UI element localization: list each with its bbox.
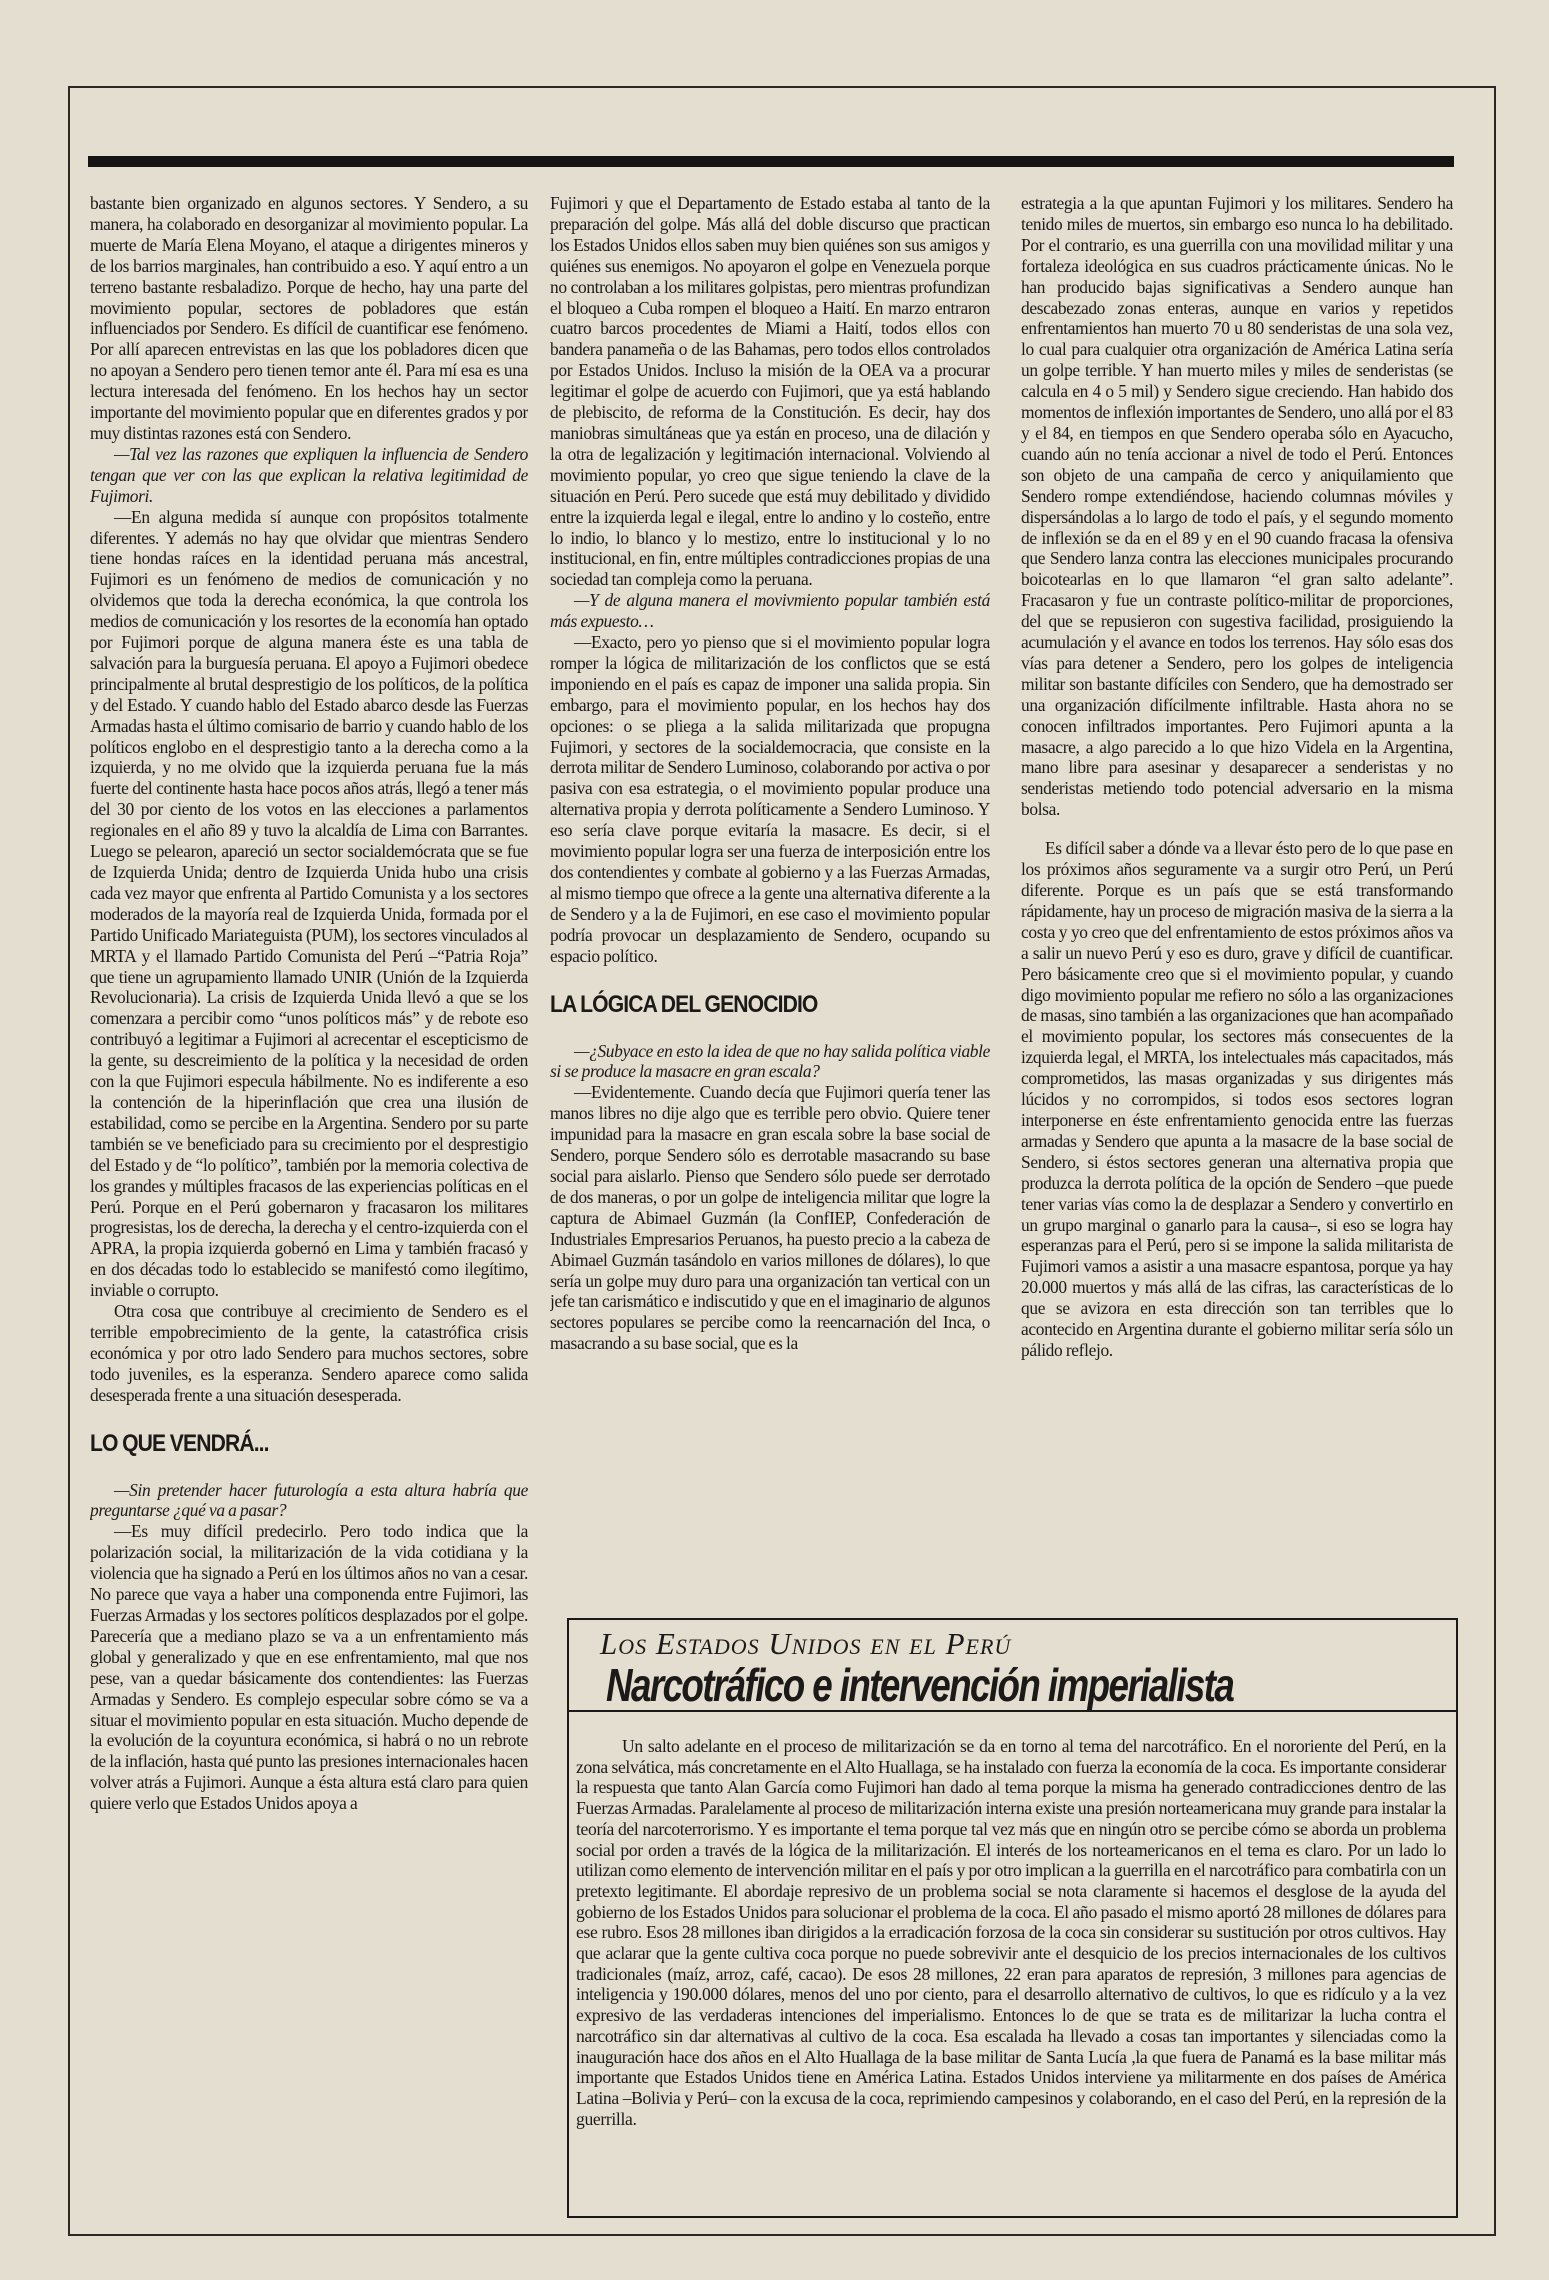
section-heading: LO QUE VENDRÁ... bbox=[90, 1429, 269, 1457]
sidebar-headline: Narcotráfico e intervención imperialista bbox=[606, 1659, 1234, 1711]
section-heading: LA LÓGICA DEL GENOCIDIO bbox=[550, 990, 818, 1018]
header-rule bbox=[88, 156, 1454, 167]
sidebar-kicker: Los Estados Unidos en el Perú bbox=[600, 1626, 1012, 1661]
interview-answer: —Es muy difícil predecirlo. Pero todo indica que la polarización social, la militarización de la vida cotidiana y la violencia que ha signado a Perú en los últimos años no van a cesar. No parece que vaya a haber una componenda entre Fujimori, las Fuerzas Armadas y los sectores políticos desplazados por el golpe. Parecería que a mediano plazo se va a un enfrentamiento más global y generalizado y que en ese enfrentamiento, mal que nos pese, van a quedar básicamente dos contendientes: las Fuerzas Armadas y Sendero. Es complejo especular sobre cómo se va a situar el movimiento popular en esta situación. Mucho depende de la evolución de la coyuntura económica, si habrá o no un rebrote de la inflación, hasta qué punto las presiones internacionales hacen volver atrás a Fujimori. Aunque a ésta altura está claro para quien quiere verlo que Estados Unidos apoya a bbox=[90, 1521, 528, 1814]
interview-question: —Y de alguna manera el movivmiento popular también está más expuesto… bbox=[550, 590, 990, 632]
article-column-3 bbox=[1021, 193, 1453, 1596]
article-column-2 bbox=[550, 193, 990, 1603]
sidebar-body: Un salto adelante en el proceso de militarización se da en torno al tema del narcotráfico. En el nororiente del Perú, en la zona selvática, más concretamente en el Alto Huallaga, se ha instalado con fuerza la economía de la coca. Es importante considerar la respuesta que tanto Alan García como Fujimori han dado al tema porque la misma ha generado contradicciones dentro de las Fuerzas Armadas. Paralelamente al proceso de militarización interna existe una presión norteamericana muy grande para instalar la teoría del narcoterrorismo. Y es importante el tema porque tal vez más que en ningún otro se percibe cómo se aborda un problema social por orden a través de la lógica de la militarización. El interés de los norteamericanos en el tema es claro. Por un lado lo utilizan como elemento de intervención militar en el país y por otro implican a la guerrilla en el narcotráfico para combatirla con un pretexto legitimante. El abordaje represivo de un problema social se nota claramente si hacemos el desglose de la ayuda del gobierno de los Estados Unidos para solucionar el problema de la coca. El año pasado el mismo aportó 28 millones de dólares para ese rubro. Esos 28 millones iban dirigidos a la erradicación forzosa de la coca sin considerar su sustitución por otros cultivos. Hay que aclarar que la gente cultiva coca porque no puede sobrevivir ante el desquicio de los precios internacionales de los cultivos tradicionales (maíz, arroz, café, cacao). De esos 28 millones, 22 eran para aparatos de represión, 3 millones para agencias de inteligencia y 190.000 dólares, menos del uno por ciento, para el desarrollo alternativo de cultivos, lo que es ridículo y a la vez expresivo de las verdaderas intenciones del imperialismo. Entonces lo de que se trata es de militarizar la lucha contra el narcotráfico sin dar alternativas al cultivo de la coca. Esa escalada ha llevado a cosas tan importantes y silenciadas como la inauguración hace dos años en el Alto Huallaga de la base militar de Santa Lucía ,la que fuera de Panamá es la base militar más importante que Estados Unidos tiene en América Latina. Estados Unidos interviene ya militarmente en dos países de América Latina –Bolivia y Perú– con la excusa de la coca, reprimiendo campesinos y colaborando, en el caso del Perú, en la represión de la guerrilla. bbox=[576, 1736, 1446, 2129]
paragraph: Otra cosa que contribuye al crecimiento de Sendero es el terrible empobrecimiento de la gente, la catastrófica crisis económica y por otro lado Sendero para muchos sectores, sobre todo juveniles, es la esperanza. Sendero aparece como salida desesperada frente a una situación desesperada. bbox=[90, 1301, 528, 1405]
interview-question: —Tal vez las razones que expliquen la influencia de Sendero tengan que ver con las que explican la relativa legitimidad de Fujimori. bbox=[90, 443, 528, 506]
article-column-1 bbox=[90, 193, 528, 2188]
paragraph: Es difícil saber a dónde va a llevar ésto pero de lo que pase en los próximos años seguramente va a surgir otro Perú, un Perú diferente. Porque es un país que se está transformando rápidamente, hay un proceso de migración masiva de la sierra a la costa y yo creo que del enfrentamiento de estos próximos años va a salir un nuevo Perú y eso es duro, grave y difícil de cuantificar. Pero básicamente creo que si el movimiento popular, y cuando digo movimiento popular me refiero no sólo a las organizaciones de masas, sino también a las organizaciones que han acompañado el movimiento popular, los sectores más consecuentes de la izquierda legal, el MRTA, los intelectuales más capacitados, más comprometidos, las masas organizadas y sus dirigentes más lúcidos y no corrompidos, si todos esos sectores logran interponerse en éste enfrentamiento genocida entre las fuerzas armadas y Sendero que apunta a la masacre de la base social de Sendero, si éstos sectores generan una alternativa propia que produzca la derrota política de la opción de Sendero –que puede tener varias vías como la de desplazar a Sendero y convertirlo en un grupo marginal o ganarlo para la causa–, si eso se logra hay esperanzas para el Perú, pero si se impone la salida militarista de Fujimori vamos a asistir a una masacre espantosa, porque ya hay 20.000 muertos y más allá de las cifras, las características de lo que se avizora en esta dirección son tan terribles que lo acontecido en Argentina durante el gobierno militar sería sólo un pálido reflejo. bbox=[1021, 838, 1453, 1360]
paragraph: Fujimori y que el Departamento de Estado estaba al tanto de la preparación del golpe. Más allá del doble discurso que practican los Estados Unidos ellos saben muy bien quiénes son sus amigos y quiénes sus enemigos. No apoyaron el golpe en Venezuela porque no controlaban a los militares golpistas, pero mientras profundizan el bloqueo a Cuba rompen el bloqueo a Haití. En marzo entraron cuatro barcos procedentes de Miami a Haití, todos ellos con bandera panameña o de las Bahamas, pero todos ellos controlados por Estados Unidos. Incluso la misión de la OEA va a procurar legitimar el golpe de acuerdo con Fujimori, que ya está hablando de plebiscito, de reforma de la Constitución. Es decir, hay dos maniobras simultáneas que ya están en proceso, una de dilación y la otra de legalización y legitimación internacional. Volviendo al movimiento popular, yo creo que sigue teniendo la clave de la situación en Perú. Pero sucede que está muy debilitado y dividido entre la izquierda legal e ilegal, entre lo andino y lo costeño, entre lo indio, lo blanco y lo mestizo, entre lo institucional y lo no institucional, en fin, entre múltiples contradicciones propias de una sociedad tan compleja como la peruana. bbox=[550, 193, 990, 590]
interview-answer: —Exacto, pero yo pienso que si el movimiento popular logra romper la lógica de militarización de los conflictos que se está imponiendo en el país es capaz de imponer una salida propia. Sin embargo, para el movimiento popular, en los hechos hay dos opciones: o se pliega a la salida militarizada que propugna Fujimori, y sectores de la socialdemocracia, que consiste en la derrota militar de Sendero Luminoso, colaborando por activa o por pasiva con esa estrategia, o el movimiento popular produce una alternativa propia y derrota políticamente a Sendero Luminoso. Y eso sería clave porque evitaría la masacre. Es decir, si el movimiento popular logra ser una fuerza de interposición entre los dos contendientes y combate al gobierno y a las Fuerzas Armadas, al mismo tiempo que ofrece a la gente una alternativa diferente a la de Sendero y a la de Fujimori, en ese caso el movimiento popular podría provocar un desplazamiento de Sendero, ocupando su espacio político. bbox=[550, 632, 990, 966]
interview-question: —Sin pretender hacer futurología a esta altura habría que preguntarse ¿qué va a pasar? bbox=[90, 1479, 528, 1521]
interview-answer: —En alguna medida sí aunque con propósitos totalmente diferentes. Y además no hay que olvidar que mientras Sendero tiene hondas raíces en la identidad peruana más ancestral, Fujimori es un fenómeno de medios de comunicación y no olvidemos que toda la derecha económica, la que controla los medios de comunicación y los resortes de la economía han optado por Fujimori porque de alguna manera éste es una tabla de salvación para la burguesía peruana. El apoyo a Fujimori obedece principalmente al brutal desprestigio de los políticos, de la política y del Estado. Y cuando hablo del Estado abarco desde las Fuerzas Armadas hasta el último comisario de barrio y cuando hablo de los políticos englobo en el desprestigio tanto a la derecha como a la izquierda, y no me olvido que la izquierda peruana fue la más fuerte del continente hasta hace pocos años atrás, llegó a tener más del 30 por ciento de los votos en las elecciones a parlamentos regionales en el año 89 y tuvo la alcaldía de Lima con Barrantes. Luego se pelearon, apareció un sector socialdemócrata que se fue de Izquierda Unida; dentro de Izquierda Unida hubo una crisis cada vez mayor que enfrenta al Partido Comunista y a los sectores moderados de la mayoría real de Izquierda Unida, formada por el Partido Unificado Mariateguista (PUM), los sectores vinculados al MRTA y el llamado Partido Comunista del Perú –“Patria Roja” que tiene un agrupamiento llamado UNIR (Unión de la Izquierda Revolucionaria). La crisis de Izquierda Unida llevó a que se los comenzara a percibir como “unos políticos más” y de rebote eso contribuyó a legitimar a Fujimori al acrecentar el escepticismo de la gente, su descreimiento de la política y la necesidad de orden con la que Fujimori especula hábilmente. No es indiferente a eso la contención de la hiperinflación que crea una ilusión de estabilidad, como se percibe en la Argentina. Sendero por su parte también se ve beneficiado para su crecimiento por el desprestigio del Estado y de “lo político”, también por la memoria colectiva de los grandes y múltiples fracasos de las experiencias políticas en el Perú. Porque en el Perú gobernaron y fracasaron los militares progresistas, los de derecha, la derecha y el centro-izquierda con el APRA, la propia izquierda gobernó en Lima y también fracasó y en dos décadas todo lo establecido se manifestó como ilegítimo, inviable o corrupto. bbox=[90, 506, 528, 1301]
paragraph: bastante bien organizado en algunos sectores. Y Sendero, a su manera, ha colaborado en desorganizar al movimiento popular. La muerte de María Elena Moyano, el ataque a dirigentes mineros y de los barrios marginales, han contribuido a eso. Y aquí entro a un terreno bastante resbaladizo. Porque de hecho, hay una parte del movimiento popular, sectores de pobladores que están influenciados por Sendero. Es difícil de cuantificar ese fenómeno. Por allí aparecen entrevistas en las que los pobladores dicen que no apoyan a Sendero pero tienen temor ante él. Para mí esa es una lectura interesada del fenómeno. En los hechos hay un sector importante del movimiento popular que en diferentes grados y por muy distintas razones está con Sendero. bbox=[90, 193, 528, 443]
interview-question: —¿Subyace en esto la idea de que no hay salida política viable si se produce la masacre en gran escala? bbox=[550, 1040, 990, 1082]
paragraph: estrategia a la que apuntan Fujimori y los militares. Sendero ha tenido miles de muertos, sin embargo eso nunca lo ha debilitado. Por el contrario, es una guerrilla con una movilidad militar y una fortaleza ideológica en sus cuadros prácticamente únicas. No le han producido bajas significativas a Sendero aunque han descabezado zonas enteras, aunque en varios y repetidos enfrentamientos han muerto 70 u 80 senderistas de una sola vez, lo cual para cualquier otra organización de América Latina sería un golpe terrible. Y han muerto miles y miles de senderistas (se calcula en 4 o 5 mil) y Sendero sigue creciendo. Han habido dos momentos de inflexión importantes de Sendero, uno allá por el 83 y el 84, en tiempos en que Sendero operaba sólo en Ayacucho, cuando aún no tenía accionar a nivel de todo el Perú. Entonces son objeto de una campaña de cerco y aniquilamiento que Sendero rompe extendiéndose, haciendo columnas móviles y dispersándolas a lo largo de todo el país, y el segundo momento de inflexión se da en el 89 y en el 90 cuando fracasa la ofensiva que Sendero lanza contra las elecciones municipales procurando boicotearlas en lo que llamaron “el gran salto adelante”. Fracasaron y fue un contraste político-militar de proporciones, del que se repusieron con sugestiva facilidad, prosiguiendo la acumulación y el avance en todos los terrenos. Hay sólo esas dos vías para detener a Sendero, pero los golpes de inteligencia militar son bastante difíciles con Sendero, que ha demostrado ser una organización difícilmente infiltrable. Hasta ahora no se conocen infiltrados importantes. Pero Fujimori apunta a la masacre, a algo parecido a lo que hizo Videla en la Argentina, mano libre para asesinar y desaparecer a senderistas y no senderistas metiendo todo potencial adversario en la misma bolsa. bbox=[1021, 193, 1453, 820]
interview-answer: —Evidentemente. Cuando decía que Fujimori quería tener las manos libres no dije algo que es terrible pero obvio. Quiere tener impunidad para la masacre en gran escala sobre la base social de Sendero, porque Sendero sólo es derrotable masacrando su base social para aislarlo. Pienso que Sendero sólo puede ser derrotado de dos maneras, o por un golpe de inteligencia militar que logre la captura de Abimael Guzmán (la ConfIEP, Confederación de Industriales Empresarios Peruanos, ha puesto precio a la cabeza de Abimael Guzmán tasándolo en varios millones de dólares), lo que sería un golpe muy duro para una organización tan vertical con un jefe tan carismático e indiscutido y que en el imaginario de algunos sectores populares se percibe como la reencarnación del Inca, o masacrando a su base social, que es la bbox=[550, 1082, 990, 1354]
